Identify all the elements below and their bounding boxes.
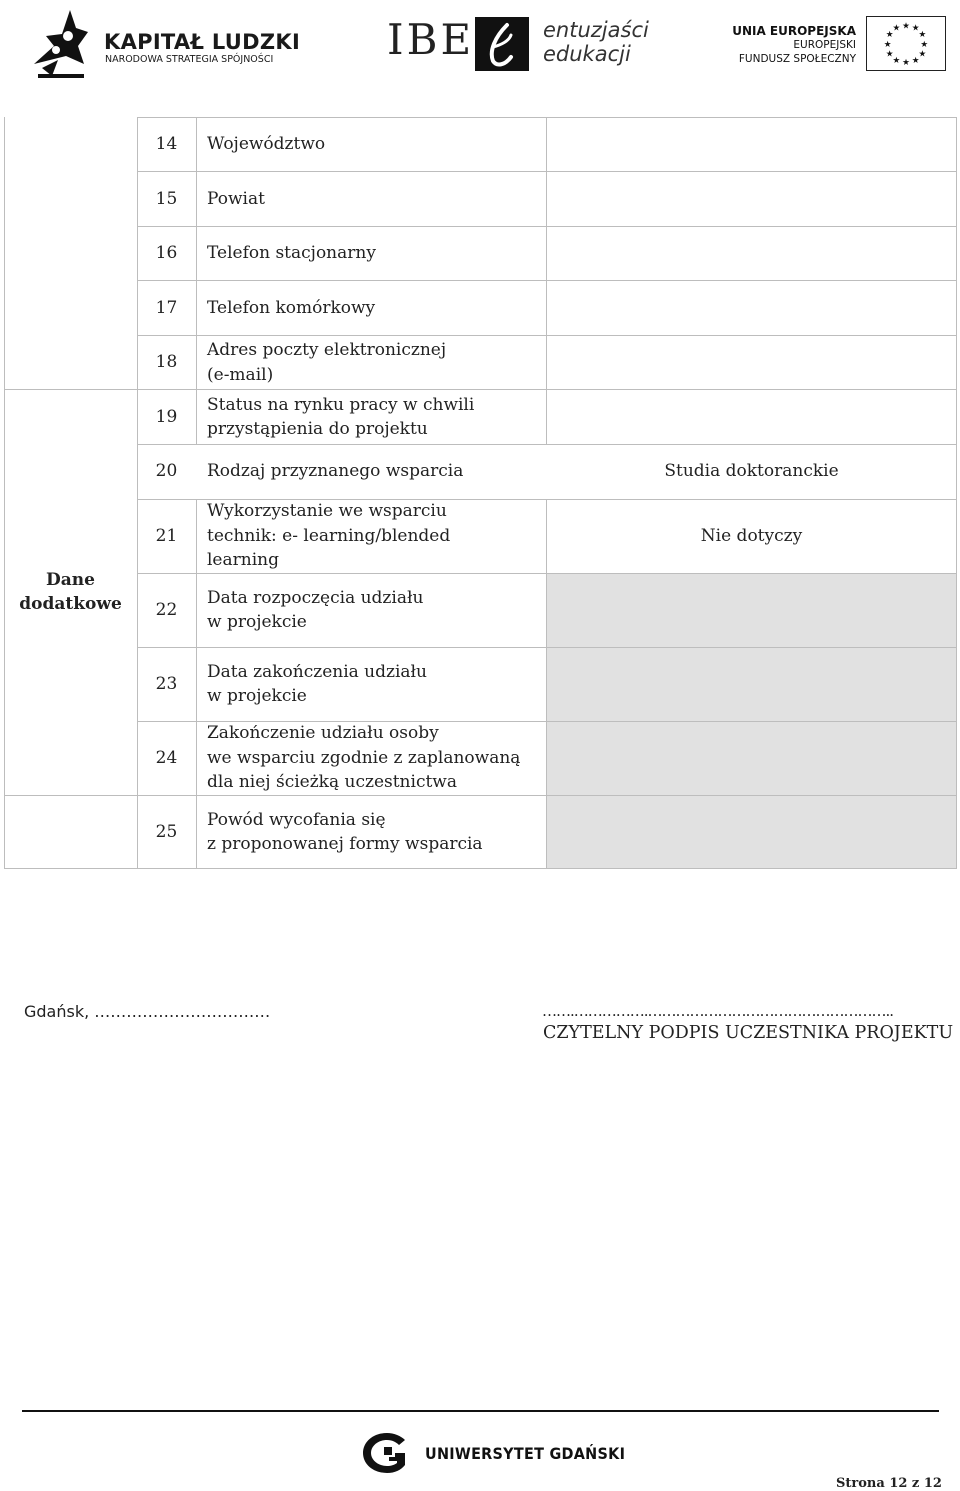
signature-dots: …….…………….……………………………………………..: [542, 1002, 894, 1020]
page-header: [0, 0, 960, 90]
row-19-label-line1: Status na rynku pracy w chwili: [207, 394, 475, 415]
data-table: [4, 117, 957, 869]
row-19-value-field[interactable]: [547, 390, 956, 444]
kapital-ludzki-subtitle: NARODOWA STRATEGIA SPÓJNOŚCI: [105, 54, 274, 65]
section-label-line2: dodatkowe: [19, 594, 122, 614]
row-23-label-line1: Data zakończenia udziału: [207, 661, 427, 682]
row-25-label: [197, 795, 546, 869]
row-24-label-line1: Zakończenie udziału osoby: [207, 723, 439, 744]
university-gdansk-logo: [361, 1431, 413, 1475]
kapital-ludzki-logo: [32, 6, 90, 82]
row-25-label-line2: z proponowanej formy wsparcia: [207, 834, 483, 854]
grey-cell-24: [546, 722, 957, 795]
footer-divider: [22, 1410, 939, 1412]
svg-text:★: ★: [918, 30, 927, 41]
signature-label: CZYTELNY PODPIS UCZESTNIKA PROJEKTU: [543, 1023, 954, 1043]
svg-text:★: ★: [911, 56, 920, 67]
svg-text:★: ★: [885, 30, 894, 41]
place-date-line: Gdańsk, ……………………………: [24, 1002, 271, 1021]
row-20-number: 20: [155, 461, 178, 482]
row-25-label-line1: Powód wycofania się: [207, 809, 386, 830]
eu-title: UNIA EUROPEJSKA: [732, 24, 856, 38]
ibe-logo-text: IBE: [387, 15, 475, 64]
page-number: Strona 12 z 12: [836, 1476, 942, 1491]
university-name: UNIWERSYTET GDAŃSKI: [425, 1444, 626, 1463]
kapital-ludzki-title: KAPITAŁ LUDZKI: [104, 30, 301, 54]
row-21-label: [197, 499, 546, 573]
table-border-right: [956, 117, 957, 869]
row-24-number: 24: [155, 747, 178, 768]
row-18-label-line1: Adres poczty elektronicznej: [207, 340, 447, 360]
row-24-label-line2: we wsparciu zgodnie z zaplanowaną: [207, 747, 521, 768]
row-21-number: 21: [155, 525, 178, 546]
row-16-number: 16: [155, 243, 178, 264]
row-20-value: Studia doktoranckie: [664, 461, 839, 482]
row-18-label: [197, 335, 546, 390]
section-label-line1: Dane: [46, 570, 95, 590]
row-24-label-line3: dla niej ścieżką uczestnictwa: [207, 772, 457, 793]
row-19-label: [197, 390, 546, 444]
svg-text:★: ★: [918, 49, 927, 60]
row-16-value-field[interactable]: [547, 227, 956, 280]
svg-text:★: ★: [902, 58, 910, 69]
grey-cell-22: [546, 574, 957, 647]
row-17-number: 17: [155, 297, 178, 318]
row-25-number: 25: [155, 821, 178, 842]
row-14-label: Województwo: [207, 134, 326, 155]
row-23-number: 23: [155, 673, 178, 694]
row-17-label: Telefon komórkowy: [207, 297, 376, 318]
eu-subtitle-2: FUNDUSZ SPOŁECZNY: [738, 53, 856, 65]
grey-cell-23: [546, 648, 957, 721]
svg-text:★: ★: [920, 39, 929, 50]
svg-text:★: ★: [885, 49, 894, 60]
row-21-value: Nie dotyczy: [700, 525, 803, 546]
row-21-label-line2: technik: e- learning/blended: [207, 525, 451, 546]
row-22-label-line2: w projekcie: [207, 612, 307, 632]
grey-cell-25: [546, 796, 957, 869]
edukacji-text: edukacji: [543, 42, 631, 66]
svg-text:★: ★: [883, 39, 892, 50]
row-23-label-line2: w projekcie: [207, 686, 307, 706]
entuzjasci-text: entuzjaści: [543, 18, 649, 42]
section-label: [4, 568, 137, 616]
row-16-label: Telefon stacjonarny: [207, 243, 376, 264]
row-19-label-line2: przystąpienia do projektu: [207, 419, 428, 439]
row-21-label-line1: Wykorzystanie we wsparciu: [207, 501, 447, 522]
row-17-value-field[interactable]: [547, 281, 956, 335]
row-18-label-line2: (e-mail): [207, 364, 274, 385]
row-14-number: 14: [155, 134, 178, 155]
svg-text:★: ★: [892, 56, 901, 67]
row-23-label: [197, 647, 546, 721]
eu-flag-icon: [866, 16, 946, 71]
row-15-number: 15: [155, 188, 178, 209]
row-22-label: [197, 573, 546, 647]
row-19-number: 19: [155, 406, 178, 427]
row-15-label: Powiat: [207, 188, 265, 209]
row-22-number: 22: [155, 599, 178, 620]
svg-text:★: ★: [911, 23, 920, 34]
table-border-left: [4, 117, 5, 869]
row-22-label-line1: Data rozpoczęcia udziału: [207, 587, 424, 608]
row-18-value-field[interactable]: [547, 336, 956, 389]
entuzjasci-edukacji-logo: [475, 17, 529, 71]
row-18-number: 18: [155, 352, 178, 373]
row-14-value-field[interactable]: [547, 118, 956, 171]
eu-subtitle-1: EUROPEJSKI: [793, 39, 856, 51]
row-15-value-field[interactable]: [547, 172, 956, 226]
row-21-label-line3: learning: [207, 550, 279, 571]
row-20-label: Rodzaj przyznanego wsparcia: [207, 461, 464, 482]
svg-text:★: ★: [892, 23, 901, 34]
row-24-label: [197, 721, 546, 795]
svg-text:★: ★: [902, 21, 910, 32]
